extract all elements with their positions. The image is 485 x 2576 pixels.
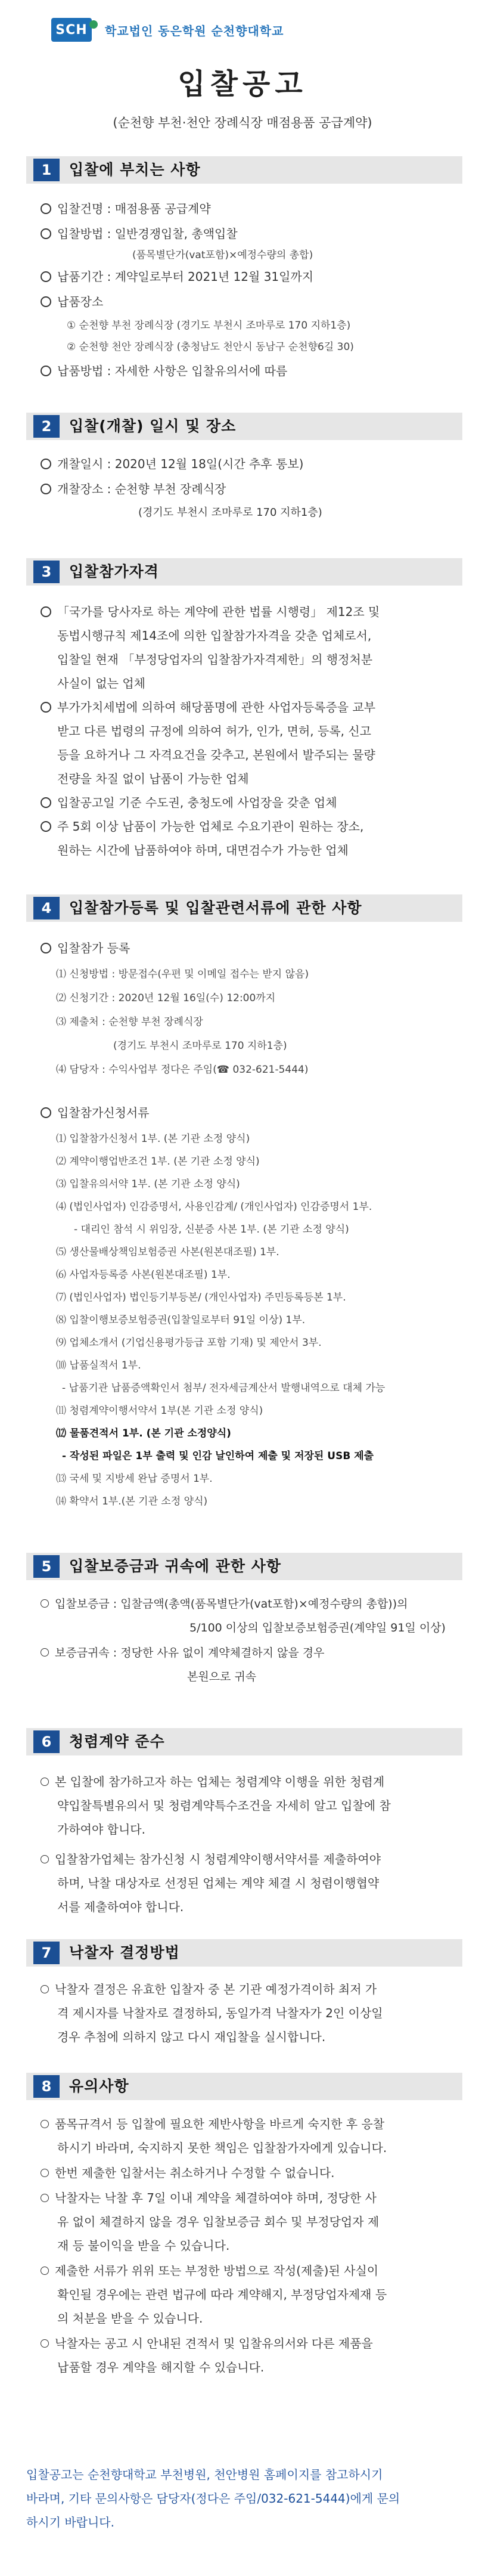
s6-item: 본 입찰에 참가하고자 하는 업체는 청렴계약 이행을 위한 청렴계 (41, 1773, 384, 1790)
s1-sub: ① 순천향 부천 장례식장 (경기도 부천시 조마루로 170 지하1층) (67, 320, 351, 332)
section-4-header (26, 894, 462, 922)
section-number: 8 (33, 2075, 60, 2098)
s1-item: 납품방법 : 자세한 사항은 입찰유의서에 따름 (41, 363, 287, 379)
bullet-circle-icon (41, 203, 51, 214)
s1-item: 입찰방법 : 일반경쟁입찰, 총액입찰 (41, 225, 238, 242)
bullet-circle-icon (41, 366, 51, 376)
s3-text: 사실이 없는 업체 (57, 676, 145, 691)
s4-doc: ⑺ (법인사업자) 법인등기부등본/ (개인사업자) 주민등록등본 1부. (56, 1292, 346, 1304)
s4-doc: ⑹ 사업자등록증 사본(원본대조필) 1부. (56, 1269, 231, 1281)
footer-text: 입찰공고는 순천향대학교 부천병원, 천안병원 홈페이지를 참고하시기 (26, 2467, 383, 2482)
bullet-circle-icon (41, 1648, 49, 1657)
bullet-circle-icon (41, 1855, 49, 1863)
s1-item: 납품장소 (41, 293, 103, 310)
bullet-circle-icon (41, 228, 51, 239)
s4-doc: ⑴ 입찰참가신청서 1부. (본 기관 소정 양식) (56, 1133, 250, 1145)
s3-text: 동법시행규칙 제14조에 의한 입찰참가자격을 갖춘 업체로서, (57, 628, 372, 643)
s1-note: (품목별단가(vat포함)×예정수량의 총합) (132, 249, 313, 261)
s1-item: 입찰건명 : 매점용품 공급계약 (41, 200, 211, 217)
s8-text: 하시기 바라며, 숙지하지 못한 책임은 입찰참가자에게 있습니다. (57, 2141, 387, 2155)
section-title: 유의사항 (69, 2077, 129, 2095)
s6-item: 입찰참가업체는 참가신청 시 청렴계약이행서약서를 제출하여야 (41, 1851, 381, 1868)
bullet-circle-icon (41, 2194, 49, 2202)
section-title: 입찰참가등록 및 입찰관련서류에 관한 사항 (69, 899, 362, 917)
s3-text: 받고 다른 법령의 규정에 의하여 허가, 인가, 면허, 등록, 신고 (57, 724, 372, 738)
bullet-circle-icon (41, 1985, 49, 1993)
section-6-header (26, 1728, 462, 1755)
s4-doc: ⑶ 입찰유의서약 1부. (본 기관 소정 양식) (56, 1178, 240, 1190)
s8-text: 재 등 불이익을 받을 수 있습니다. (57, 2238, 230, 2253)
s1-sub: ② 순천향 천안 장례식장 (충청남도 천안시 동남구 순천향6길 30) (67, 341, 354, 353)
s6-text: 하며, 낙찰 대상자로 선정된 업체는 계약 체결 시 청렴이행협약 (57, 1876, 380, 1890)
section-number: 1 (33, 159, 60, 181)
logo-text: 학교법인 동은학원 순천향대학교 (105, 23, 284, 38)
s2-item: 개찰일시 : 2020년 12월 18일(시간 추후 통보) (41, 456, 303, 472)
logo (51, 16, 284, 44)
section-title: 낙찰자 결정방법 (69, 1944, 180, 1961)
s6-text: 서를 제출하여야 합니다. (57, 1900, 184, 1914)
bullet-circle-icon (41, 702, 51, 713)
s7-item: 낙찰자 결정은 유효한 입찰자 중 본 기관 예정가격이하 최저 가 (41, 1981, 377, 1998)
s3-text: 전량을 차질 없이 납품이 가능한 업체 (57, 772, 249, 786)
s5-text: 5/100 이상의 입찰보증보험증권(계약일 91일 이상) (189, 1621, 446, 1634)
s5-item: 입찰보증금 : 입찰금액(총액(품목별단가(vat포함)×예정수량의 총합))의 (41, 1596, 408, 1612)
s8-item: 낙찰자는 공고 시 안내된 견적서 및 입찰유의서와 다른 제품을 (41, 2335, 373, 2352)
s4-doc: ⑻ 입찰이행보증보험증권(입찰일로부터 91일 이상) 1부. (56, 1314, 306, 1326)
bullet-circle-icon (41, 2339, 49, 2348)
s4-item: (경기도 부천시 조마루로 170 지하1층) (113, 1040, 287, 1052)
footer-text: 바라며, 기타 문의사항은 담당자(정다은 주임/032-621-5444)에게 문의 (26, 2491, 400, 2506)
bullet-circle-icon (41, 459, 51, 469)
s3-item: 부가가치세법에 의하여 해당품명에 관한 사업자등록증을 교부 (41, 699, 375, 716)
footer-text: 하시기 바랍니다. (26, 2515, 114, 2529)
s4-doc-highlight-note: - 작성된 파일은 1부 출력 및 인감 날인하여 제출 및 저장된 USB 제출 (62, 1450, 374, 1462)
s7-text: 경우 추첨에 의하지 않고 다시 재입찰을 실시합니다. (57, 2030, 326, 2044)
s3-item: 「국가를 당사자로 하는 계약에 관한 법률 시행령」 제12조 및 (41, 603, 380, 620)
section-title: 입찰에 부치는 사항 (69, 161, 201, 178)
section-number: 3 (33, 561, 60, 583)
section-title: 입찰(개찰) 일시 및 장소 (69, 417, 237, 435)
section-number: 6 (33, 1730, 60, 1753)
section-title: 청렴계약 준수 (69, 1733, 165, 1750)
s5-item: 보증금귀속 : 정당한 사유 없이 계약체결하지 않을 경우 (41, 1645, 324, 1661)
bullet-circle-icon (41, 606, 51, 617)
page-title: 입찰공고 (178, 67, 307, 101)
s8-item: 품목규격서 등 입찰에 필요한 제반사항을 바르게 숙지한 후 응찰 (41, 2116, 384, 2132)
bullet-circle-icon (41, 2169, 49, 2177)
bullet-circle-icon (41, 797, 51, 808)
bullet-circle-icon (41, 2120, 49, 2128)
s6-text: 가하여야 합니다. (57, 1822, 145, 1837)
s8-item: 낙찰자는 낙찰 후 7일 이내 계약을 체결하여야 하며, 정당한 사 (41, 2190, 377, 2206)
s4-doc: ⒀ 국세 및 지방세 완납 증명서 1부. (56, 1473, 213, 1485)
s4-item: ⑴ 신청방법 : 방문접수(우편 및 이메일 접수는 받지 않음) (56, 968, 309, 980)
s5-text: 본원으로 귀속 (187, 1670, 257, 1683)
s4-doc: ⒁ 확약서 1부.(본 기관 소정 양식) (56, 1496, 208, 1507)
s1-item: 납품기간 : 계약일로부터 2021년 12월 31일까지 (41, 268, 313, 285)
logo-mark: SCH (51, 18, 92, 42)
s4-heading: 입찰참가 등록 (41, 940, 130, 956)
section-number: 7 (33, 1942, 60, 1964)
s3-text: 입찰일 현재 「부정당업자의 입찰참가자격제한」의 행정처분 (57, 652, 373, 667)
bullet-circle-icon (41, 2267, 49, 2275)
section-2-header (26, 413, 462, 440)
s6-text: 약입찰특별유의서 및 청렴계약특수조건을 자세히 알고 입찰에 참 (57, 1798, 391, 1813)
s4-doc: ⑷ (법인사업자) 인감증명서, 사용인감계/ (개인사업자) 인감증명서 1부. (56, 1201, 372, 1213)
s2-item: 개찰장소 : 순천향 부천 장례식장 (41, 481, 226, 497)
section-number: 4 (33, 897, 60, 919)
s4-doc: ⑽ 납품실적서 1부. (56, 1360, 141, 1371)
s4-item: ⑷ 담당자 : 수익사업부 정다은 주임(☎ 032-621-5444) (56, 1064, 309, 1076)
bullet-circle-icon (41, 821, 51, 832)
s8-text: 유 없이 체결하지 않을 경우 입찰보증금 회수 및 부정당업자 제 (57, 2215, 380, 2229)
section-title: 입찰보증금과 귀속에 관한 사항 (69, 1558, 282, 1575)
s8-item: 한번 제출한 입찰서는 취소하거나 수정할 수 없습니다. (41, 2165, 335, 2181)
s8-text: 의 처분을 받을 수 있습니다. (57, 2311, 203, 2326)
section-3-header (26, 558, 462, 586)
s4-doc-highlight: ⑿ 물품견적서 1부. (본 기관 소정양식) (56, 1428, 231, 1439)
section-number: 2 (33, 415, 60, 438)
s4-doc: ⑼ 업체소개서 (기업신용평가등급 포함 기재) 및 제안서 3부. (56, 1337, 322, 1349)
section-5-header (26, 1553, 462, 1580)
s2-address: (경기도 부천시 조마루로 170 지하1층) (138, 506, 322, 519)
s4-item: ⑵ 신청기간 : 2020년 12월 16일(수) 12:00까지 (56, 992, 276, 1004)
s8-text: 확인될 경우에는 관련 법규에 따라 계약해지, 부정당업자제재 등 (57, 2287, 387, 2302)
bullet-circle-icon (41, 1107, 51, 1118)
s4-doc-note: - 납품기관 납품증액확인서 첨부/ 전자세금계산서 발행내역으로 대체 가능 (62, 1382, 385, 1394)
s4-item: ⑶ 제출처 : 순천향 부천 장례식장 (56, 1016, 203, 1028)
bullet-circle-icon (41, 296, 51, 307)
page-subtitle: (순천향 부천·천안 장례식장 매점용품 공급계약) (113, 116, 372, 130)
s7-text: 격 제시자를 낙찰자로 결정하되, 동일가격 낙찰자가 2인 이상일 (57, 2006, 383, 2020)
section-8-header (26, 2073, 462, 2100)
s4-doc: ⑵ 계약이행업반조건 1부. (본 기관 소정 양식) (56, 1156, 260, 1168)
s3-text: 등을 요하거나 그 자격요건을 갖추고, 본원에서 발주되는 물량 (57, 748, 375, 762)
s8-item: 제출한 서류가 위위 또는 부정한 방법으로 작성(제출)된 사실이 (41, 2262, 378, 2279)
bullet-circle-icon (41, 484, 51, 494)
section-number: 5 (33, 1555, 60, 1578)
s8-text: 납품할 경우 계약을 해지할 수 있습니다. (57, 2360, 265, 2374)
bullet-circle-icon (41, 943, 51, 953)
bullet-circle-icon (41, 1778, 49, 1786)
section-1-header (26, 156, 462, 184)
s3-text: 원하는 시간에 납품하여야 하며, 대면검수가 가능한 업체 (57, 843, 349, 857)
s4-doc-note: - 대리인 참석 시 위임장, 신분증 사본 1부. (본 기관 소정 양식) (74, 1224, 349, 1236)
s3-item: 입찰공고일 기준 수도권, 충청도에 사업장을 갖춘 업체 (41, 794, 337, 811)
bullet-circle-icon (41, 271, 51, 282)
section-title: 입찰참가자격 (69, 563, 159, 580)
s4-doc: ⑾ 청렴계약이행서약서 1부(본 기관 소정 양식) (56, 1405, 263, 1417)
s4-doc: ⑸ 생산물배상책임보험증권 사본(원본대조필) 1부. (56, 1246, 279, 1258)
bullet-circle-icon (41, 1599, 49, 1608)
section-7-header (26, 1939, 462, 1967)
s3-item: 주 5회 이상 납품이 가능한 업체로 수요기관이 원하는 장소, (41, 818, 363, 835)
s4-heading: 입찰참가신청서류 (41, 1104, 150, 1121)
